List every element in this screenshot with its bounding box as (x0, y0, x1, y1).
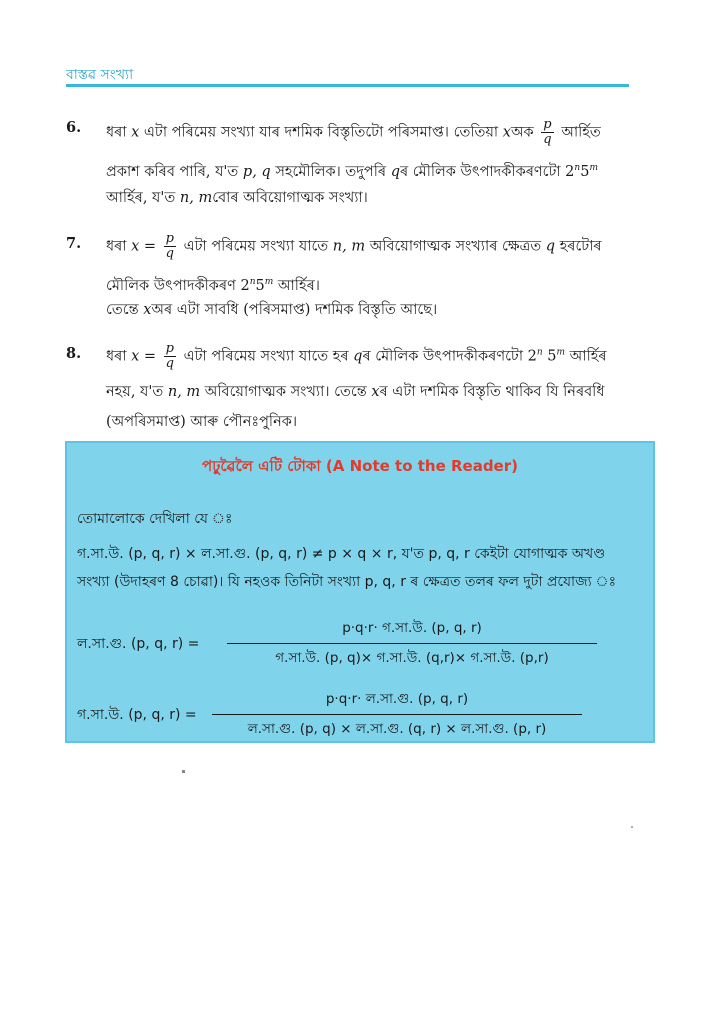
fraction-numerator: p·q·r· গ.সা.উ. (p, q, r) (342, 620, 482, 636)
list-item-7 (66, 232, 632, 322)
formula-lcm-fraction (227, 617, 597, 670)
item-line: (অপৰিসমাপ্ত) আৰু পৌনঃপুনিক। (106, 414, 298, 430)
item-number: 8. (66, 345, 82, 362)
item-line: ধৰা x = $\frac{p}{q}$ এটা পৰিমেয় সংখ্যা যাতে n, m অবিয়োগাত্মক সংখ্যাৰ ক্ষেত্ৰত q হৰটোৰ (106, 231, 602, 261)
header-title: বাস্তৱ সংখ্যা (66, 67, 134, 83)
item-line: তেন্তে xঅৰ এটা সাবধি (পৰিসমাপ্ত) দশমিক বিস্তৃতি আছে। (106, 302, 438, 318)
fraction-p-over-q: $\frac{p}{q}$ (165, 341, 174, 371)
fraction-numerator: p·q·r· ল.সা.গু. (p, q, r) (325, 691, 469, 707)
item-line: ধৰা x = $\frac{p}{q}$ এটা পৰিমেয় সংখ্যা যাতে হৰ qৰ মৌলিক উৎপাদকীকৰণটো 2$^n$ 5$^m$ আৰ্হিৰ (106, 341, 607, 371)
note-box (65, 441, 655, 743)
formula-hcf: গ.সা.উ. (p, q, r) = (77, 707, 197, 723)
item-line: আৰ্হিৰ, য'ত n, mবোৰ অবিয়োগাত্মক সংখ্যা। (106, 190, 368, 206)
fraction-denominator: ল.সা.গু. (p, q) × ল.সা.গু. (q, r) × ল.সা.গু. (p, r) (247, 721, 547, 737)
note-line: সংখ্যা (উদাহৰণ 8 চোৱা)। যি নহওক তিনিটা সংখ্যা p, q, r ৰ ক্ষেত্ৰত তলৰ ফল দুটা প্ৰযোজ্য ঃ (77, 574, 617, 590)
note-line: গ.সা.উ. (p, q, r) × ল.সা.গু. (p, q, r) ≠ p × q × r, য'ত p, q, r কেইটা যোগাত্মক অখণ্ড (77, 546, 606, 562)
item-line: মৌলিক উৎপাদকীকৰণ 2$^n$5$^m$ আৰ্হিৰ। (106, 277, 320, 294)
list-item-8 (66, 342, 632, 432)
fraction-p-over-q: $\frac{p}{q}$ (543, 117, 552, 147)
scan-speck (631, 826, 633, 828)
fraction-denominator: গ.সা.উ. (p, q)× গ.সা.উ. (q,r)× গ.সা.উ. (p,r) (275, 650, 549, 666)
note-title: পঢ়ুৱৈলৈ এটি টোকা (A Note to the Reader) (202, 457, 518, 475)
note-intro: তোমালোকে দেখিলা যে ঃ (77, 511, 233, 527)
item-number: 6. (66, 119, 82, 136)
formula-hcf-fraction (212, 688, 582, 741)
item-line: ধৰা x এটা পৰিমেয় সংখ্যা যাৰ দশমিক বিস্তৃতিটো পৰিসমাপ্ত। তেতিয়া xঅক $\frac{p}{q}$ আৰ্হিত (106, 117, 601, 147)
item-line: নহয়, য'ত n, m অবিয়োগাত্মক সংখ্যা। তেন্তে xৰ এটা দশমিক বিস্তৃতি থাকিব যি নিৰবধি (106, 384, 605, 400)
fraction-p-over-q: $\frac{p}{q}$ (165, 231, 174, 261)
formula-lcm: ল.সা.গু. (p, q, r) = (77, 636, 200, 652)
scan-speck (182, 770, 185, 773)
item-number: 7. (66, 235, 82, 252)
header-rule (66, 84, 629, 87)
item-line: প্ৰকাশ কৰিব পাৰি, য'ত p, q সহমৌলিক। তদুপৰি qৰ মৌলিক উৎপাদকীকৰণটো 2$^n$5$^m$ (106, 163, 598, 180)
list-item-6 (66, 118, 632, 208)
